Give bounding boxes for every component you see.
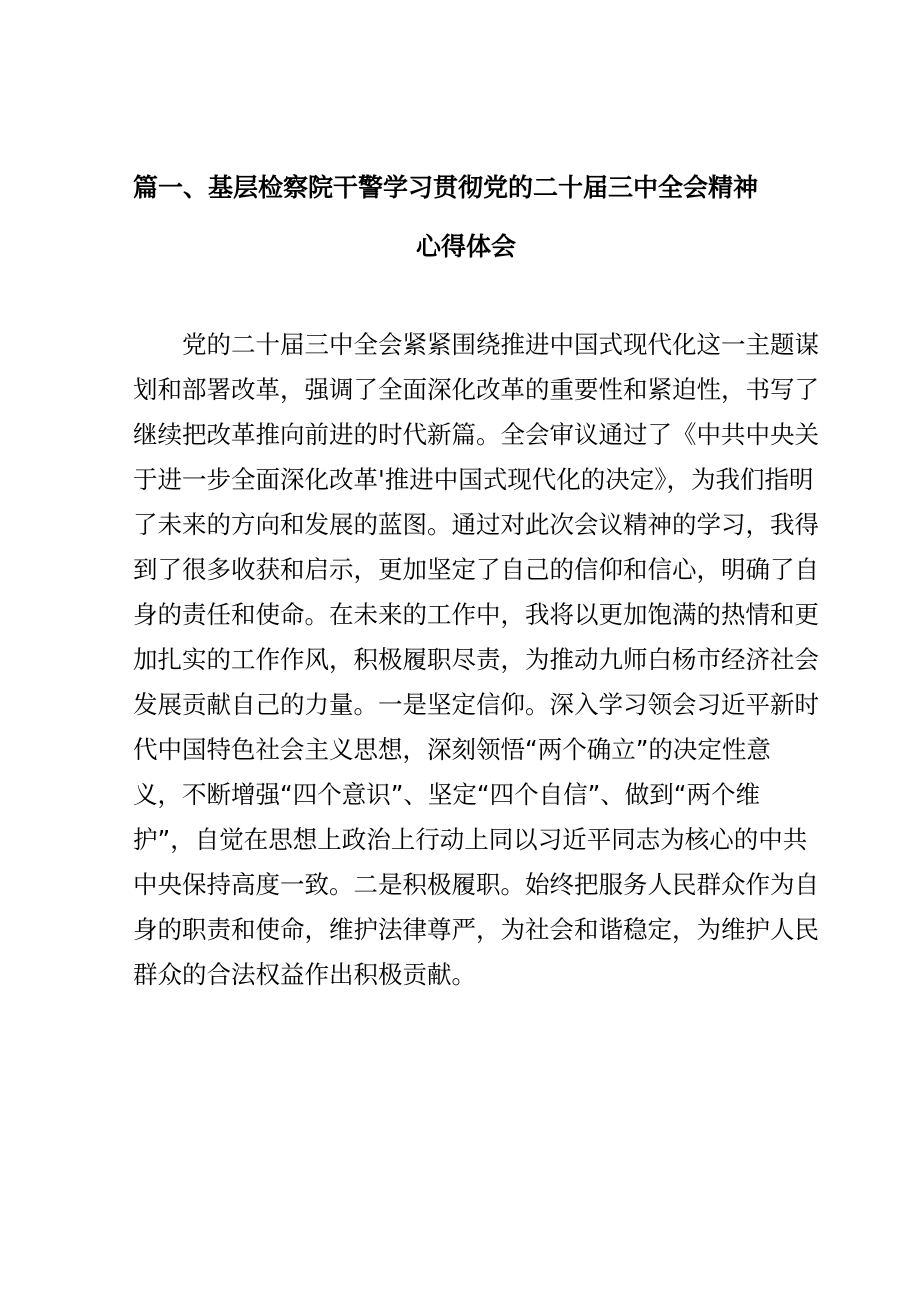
body-line-1: 党的二十届三中全会紧紧围绕推进中国式现代化这一主题谋 <box>182 330 819 359</box>
document-body <box>133 327 819 1002</box>
body-line-11: 义，不断增强“四个意识”、坚定“四个自信”、做到“两个维 <box>133 780 760 809</box>
body-line-15: 群众的合法权益作出积极贡献。 <box>133 960 476 989</box>
body-line-12: 护”，自觉在思想上政治上行动上同以习近平同志为核心的中共 <box>133 825 808 854</box>
body-line-3: 继续把改革推向前进的时代新篇。全会审议通过了《中共中央关 <box>133 420 819 449</box>
body-line-14: 身的职责和使命，维护法律尊严，为社会和谐稳定，为维护人民 <box>133 915 819 944</box>
body-line-4: 于进一步全面深化改革'推进中国式现代化的决定》，为我们指明 <box>133 465 814 494</box>
body-line-2: 划和部署改革，强调了全面深化改革的重要性和紧迫性，书写了 <box>133 375 819 404</box>
body-line-13: 中央保持高度一致。二是积极履职。始终把服务人民群众作为自 <box>133 870 819 899</box>
document-title-line-1: 篇一、基层检察院干警学习贯彻党的二十届三中全会精神 <box>133 173 759 202</box>
document-title-line-2: 心得体会 <box>416 232 517 261</box>
body-line-10: 代中国特色社会主义思想，深刻领悟“两个确立”的决定性意 <box>133 735 771 764</box>
body-line-6: 到了很多收获和启示，更加坚定了自己的信仰和信心，明确了自 <box>133 555 819 584</box>
body-line-7: 身的责任和使命。在未来的工作中，我将以更加饱满的热情和更 <box>133 600 819 629</box>
body-line-9: 发展贡献自己的力量。一是坚定信仰。深入学习领会习近平新时 <box>133 690 819 719</box>
body-line-5: 了未来的方向和发展的蓝图。通过对此次会议精神的学习，我得 <box>133 510 819 539</box>
body-line-8: 加扎实的工作作风，积极履职尽责，为推动九师白杨市经济社会 <box>133 645 819 674</box>
